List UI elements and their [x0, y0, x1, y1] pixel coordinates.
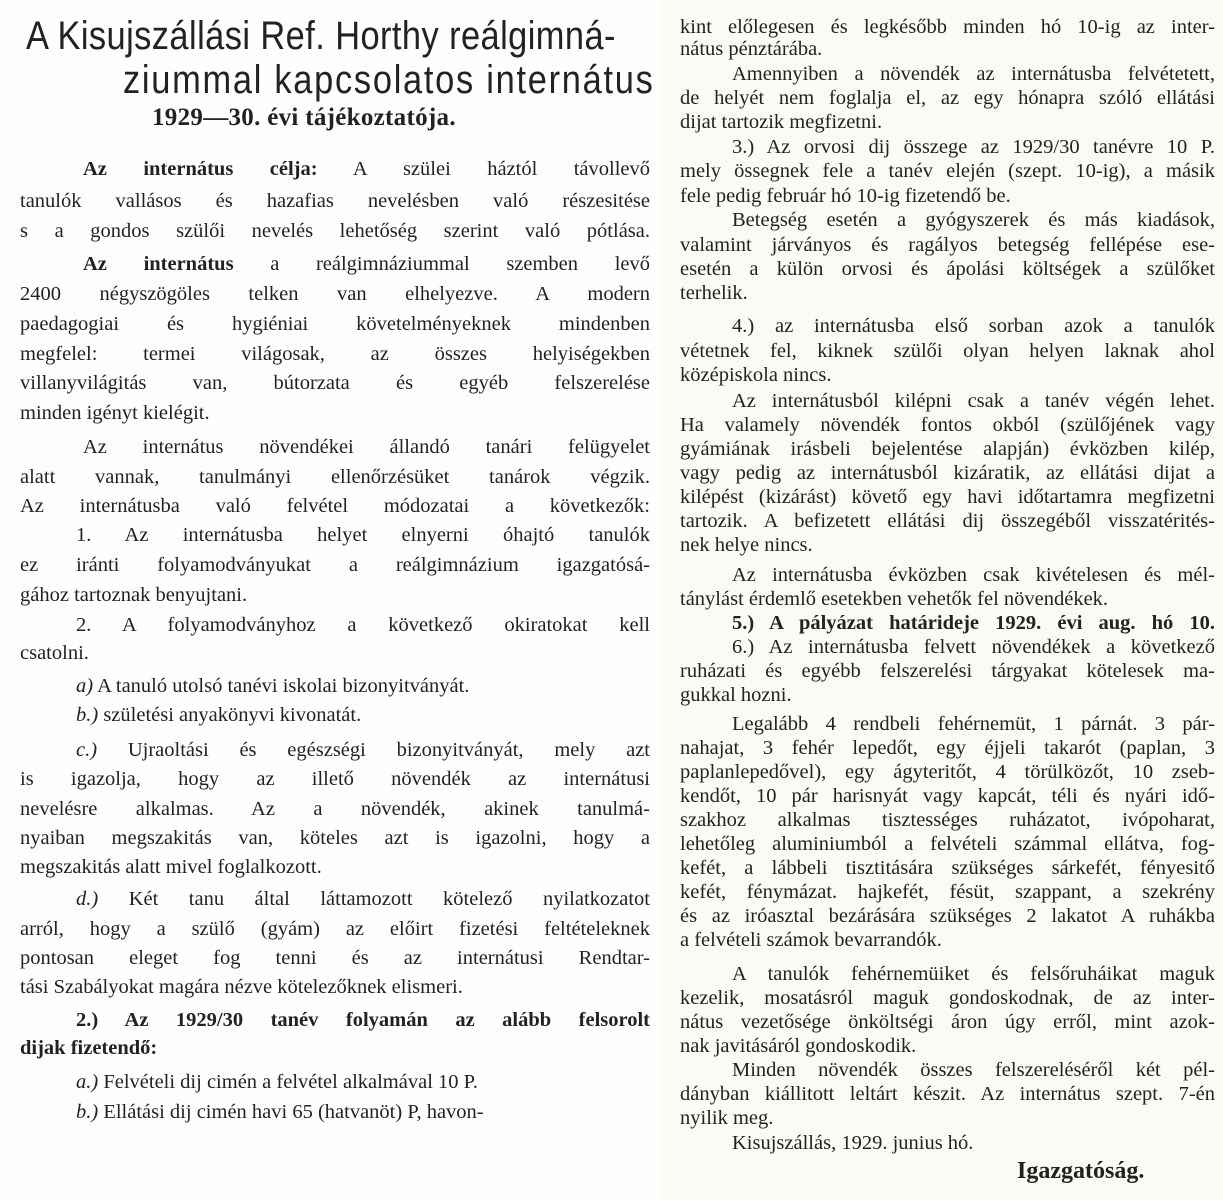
text-line: nak javitásáról gondoskodik.: [680, 1035, 917, 1057]
text-line: Betegség esetén a gyógyszerek és más kiadások,: [732, 209, 1215, 231]
signature: Igazgatóság.: [1017, 1158, 1145, 1184]
document-title-line-2: ziummal kapcsolatos internátus: [123, 58, 655, 102]
text-line: tartozik. A befizetett ellátási dij összegéből visszatérités-: [680, 510, 1215, 532]
text-line: nyilik meg.: [680, 1107, 774, 1129]
text-line: kint előlegesen és legkésőbb minden hó 10-ig az inter-: [680, 16, 1215, 38]
text-line: dányban kiállitott leltárt készit. Az internátus szept. 7-én: [680, 1083, 1215, 1105]
text-line: alatt vannak, tanulmányi ellenőrzésüket tanárok végzik.: [20, 466, 650, 488]
text-line: nátus vezetősége önköltségi áron úgy erről, mint azok-: [680, 1011, 1215, 1033]
text-line: esetén a külön orvosi és ápolási költségek a szülőket: [680, 258, 1215, 280]
text-line: 2400 négyszögöles telken van elhelyezve. A modern: [20, 283, 650, 305]
text-line: középiskola nincs.: [680, 364, 832, 386]
text-line: Minden növendék összes felszereléséről két pél-: [732, 1059, 1215, 1081]
text-line: 6.) Az internátusba felvett növendékek a következő: [732, 636, 1215, 658]
text-line: megszakitás alatt mivel foglalkozott.: [20, 856, 322, 878]
text-line: 1. Az internátusba helyet elnyerni óhajtó tanulók: [76, 524, 650, 546]
text-line: de helyét nem foglalja el, az egy hónapra szóló ellátási: [680, 87, 1215, 109]
text-line: 4.) az internátusba első sorban azok a tanulók: [732, 315, 1215, 337]
text-line: villanyvilágitás van, bútorzata és egyéb felszerelése: [20, 372, 650, 394]
text-line: csatolni.: [20, 642, 89, 664]
text-line: nyaiban megszakitás van, köteles azt is igazolni, hogy a: [20, 827, 650, 849]
text-line: tanulók vallásos és hazafias nevelésben való részesitése: [20, 190, 650, 212]
text-line: 2. A folyamodványhoz a következő okiratokat kell: [76, 614, 650, 636]
text-line: kefét, fénymázat. hajkefét, fésüt, szappant, a szekrény: [680, 881, 1215, 903]
text-line: a felvételi számok bevarrandók.: [680, 929, 942, 951]
text-line: c.) Ujraoltási és egészségi bizonyitványát, mely azt: [76, 739, 650, 761]
text-line: Az internátusba való felvétel módozatai a következők:: [20, 495, 650, 517]
text-line: kefét, a lábbeli tisztitására szükséges sárkefét, fényesitő: [680, 857, 1215, 879]
text-line: kilépést (kizárást) követő egy havi időtartamra megfizetni: [680, 486, 1215, 508]
text-line: tási Szabályokat magára nézve kötelezőknek elismeri.: [20, 976, 463, 998]
text-line: vétetnek fel, kiknek szülői olyan helyen laknak ahol: [680, 340, 1215, 362]
text-line: paplanlepedővel), egy ágyteritőt, 4 törülközőt, 10 zseb-: [680, 761, 1215, 783]
text-line: nátus pénztárába.: [680, 38, 823, 60]
text-line: A tanulók fehérnemüiket és felsőruháikat maguk: [732, 963, 1215, 985]
text-line: 2.) Az 1929/30 tanév folyamán az alább felsorolt: [76, 1009, 650, 1031]
document-subtitle: 1929—30. évi tájékoztatója.: [152, 104, 456, 131]
text-line: kendőt, 10 pár harisnyát vagy kapcát, téli és nyári idő-: [680, 785, 1215, 807]
text-line: gához tartoznak benyujtani.: [20, 584, 248, 606]
text-line: gyámiának irásbeli bejelentése alapján) évközben kilép,: [680, 438, 1215, 460]
text-line: fele pedig február hó 10-ig fizetendő be.: [680, 185, 1011, 207]
text-line: a) A tanuló utolsó tanévi iskolai bizonyitványát.: [76, 675, 470, 697]
text-line: vagy pedig az internátusból kizáratik, az ellátási dijat a: [680, 462, 1215, 484]
text-line: a.) Felvételi dij cimén a felvétel alkalmával 10 P.: [76, 1071, 478, 1093]
text-line: b.) Ellátási dij cimén havi 65 (hatvanöt) P, havon-: [76, 1101, 484, 1123]
text-line: minden igényt kielégit.: [20, 402, 210, 424]
text-line: 5.) A pályázat határideje 1929. évi aug. hó 10.: [732, 612, 1215, 634]
text-line: valamint járványos és ragályos betegség fellépése ese-: [680, 234, 1215, 256]
text-line: és az iróasztal bezárására szükséges 2 lakatot A ruhákba: [680, 905, 1215, 927]
text-line: nahajat, 3 fehér lepedőt, egy éjjeli takarót (paplan, 3: [680, 737, 1215, 759]
text-line: Ha valamely növendék fontos okból (szülőjének vagy: [680, 414, 1215, 436]
document-title-line-1: A Kisujszállási Ref. Horthy reálgimná-: [26, 14, 616, 58]
text-line: pontosan eleget fog tenni és az internátusi Rendtar-: [20, 947, 650, 969]
text-line: ruházati és egyébb felszerelési tárgyakat kötelesek ma-: [680, 660, 1215, 682]
text-line: Az internátus célja: A szülei háztól távollevő: [83, 158, 650, 180]
text-line: Amennyiben a növendék az internátusba felvétetett,: [732, 63, 1215, 85]
text-line: nevelésre alkalmas. Az a növendék, akinek tanulmá-: [20, 798, 650, 820]
text-line: 3.) Az orvosi dij összege az 1929/30 tanévre 10 P.: [732, 136, 1215, 158]
text-line: lehetőleg aluminiumból a felvételi számmal ellátva, fog-: [680, 833, 1215, 855]
text-line: mely össegnek fele a tanév elején (szept. 10-ig), a másik: [680, 160, 1215, 182]
text-line: tánylást érdemlő esetekben vehetők fel növendékek.: [680, 588, 1109, 610]
text-line: arról, hogy a szülő (gyám) az előirt fizetési feltételeknek: [20, 918, 650, 940]
text-line: ez iránti folyamodványukat a reálgimnázium igazgatósá-: [20, 554, 650, 576]
place-date-line: Kisujszállás, 1929. junius hó.: [732, 1132, 974, 1154]
text-line: terhelik.: [680, 282, 748, 304]
text-line: szakhoz alkalmas tisztességes ruházatot, ivópoharat,: [680, 809, 1215, 831]
text-line: gukkal hozni.: [680, 684, 792, 706]
text-line: b.) születési anyakönyvi kivonatát.: [76, 704, 362, 726]
text-line: dijat tartozik megfizetni.: [680, 111, 883, 133]
text-line: nek helye nincs.: [680, 534, 813, 556]
text-line: Az internátusba évközben csak kivételesen és mél-: [732, 564, 1215, 586]
text-line: Az internátus a reálgimnáziummal szemben levő: [83, 253, 650, 275]
text-line: Az internátusból kilépni csak a tanév végén lehet.: [732, 390, 1215, 412]
text-line: d.) Két tanu által láttamozott kötelező nyilatkozatot: [76, 888, 650, 910]
text-line: paedagogiai és hygiéniai követelményeknek mindenben: [20, 313, 650, 335]
text-line: kezelik, mosatásról maguk gondoskodnak, de az inter-: [680, 987, 1215, 1009]
text-line: Legalább 4 rendbeli fehérnemüt, 1 párnát. 3 pár-: [732, 713, 1215, 735]
text-line: megfelel: termei világosak, az összes helyiségekben: [20, 343, 650, 365]
text-line: s a gondos szülői nevelés lehetőség szerint való pótlása.: [20, 220, 650, 242]
text-line: dijak fizetendő:: [20, 1037, 158, 1059]
text-line: is igazolja, hogy az illető növendék az internátusi: [20, 768, 650, 790]
text-line: Az internátus növendékei állandó tanári felügyelet: [83, 436, 650, 458]
